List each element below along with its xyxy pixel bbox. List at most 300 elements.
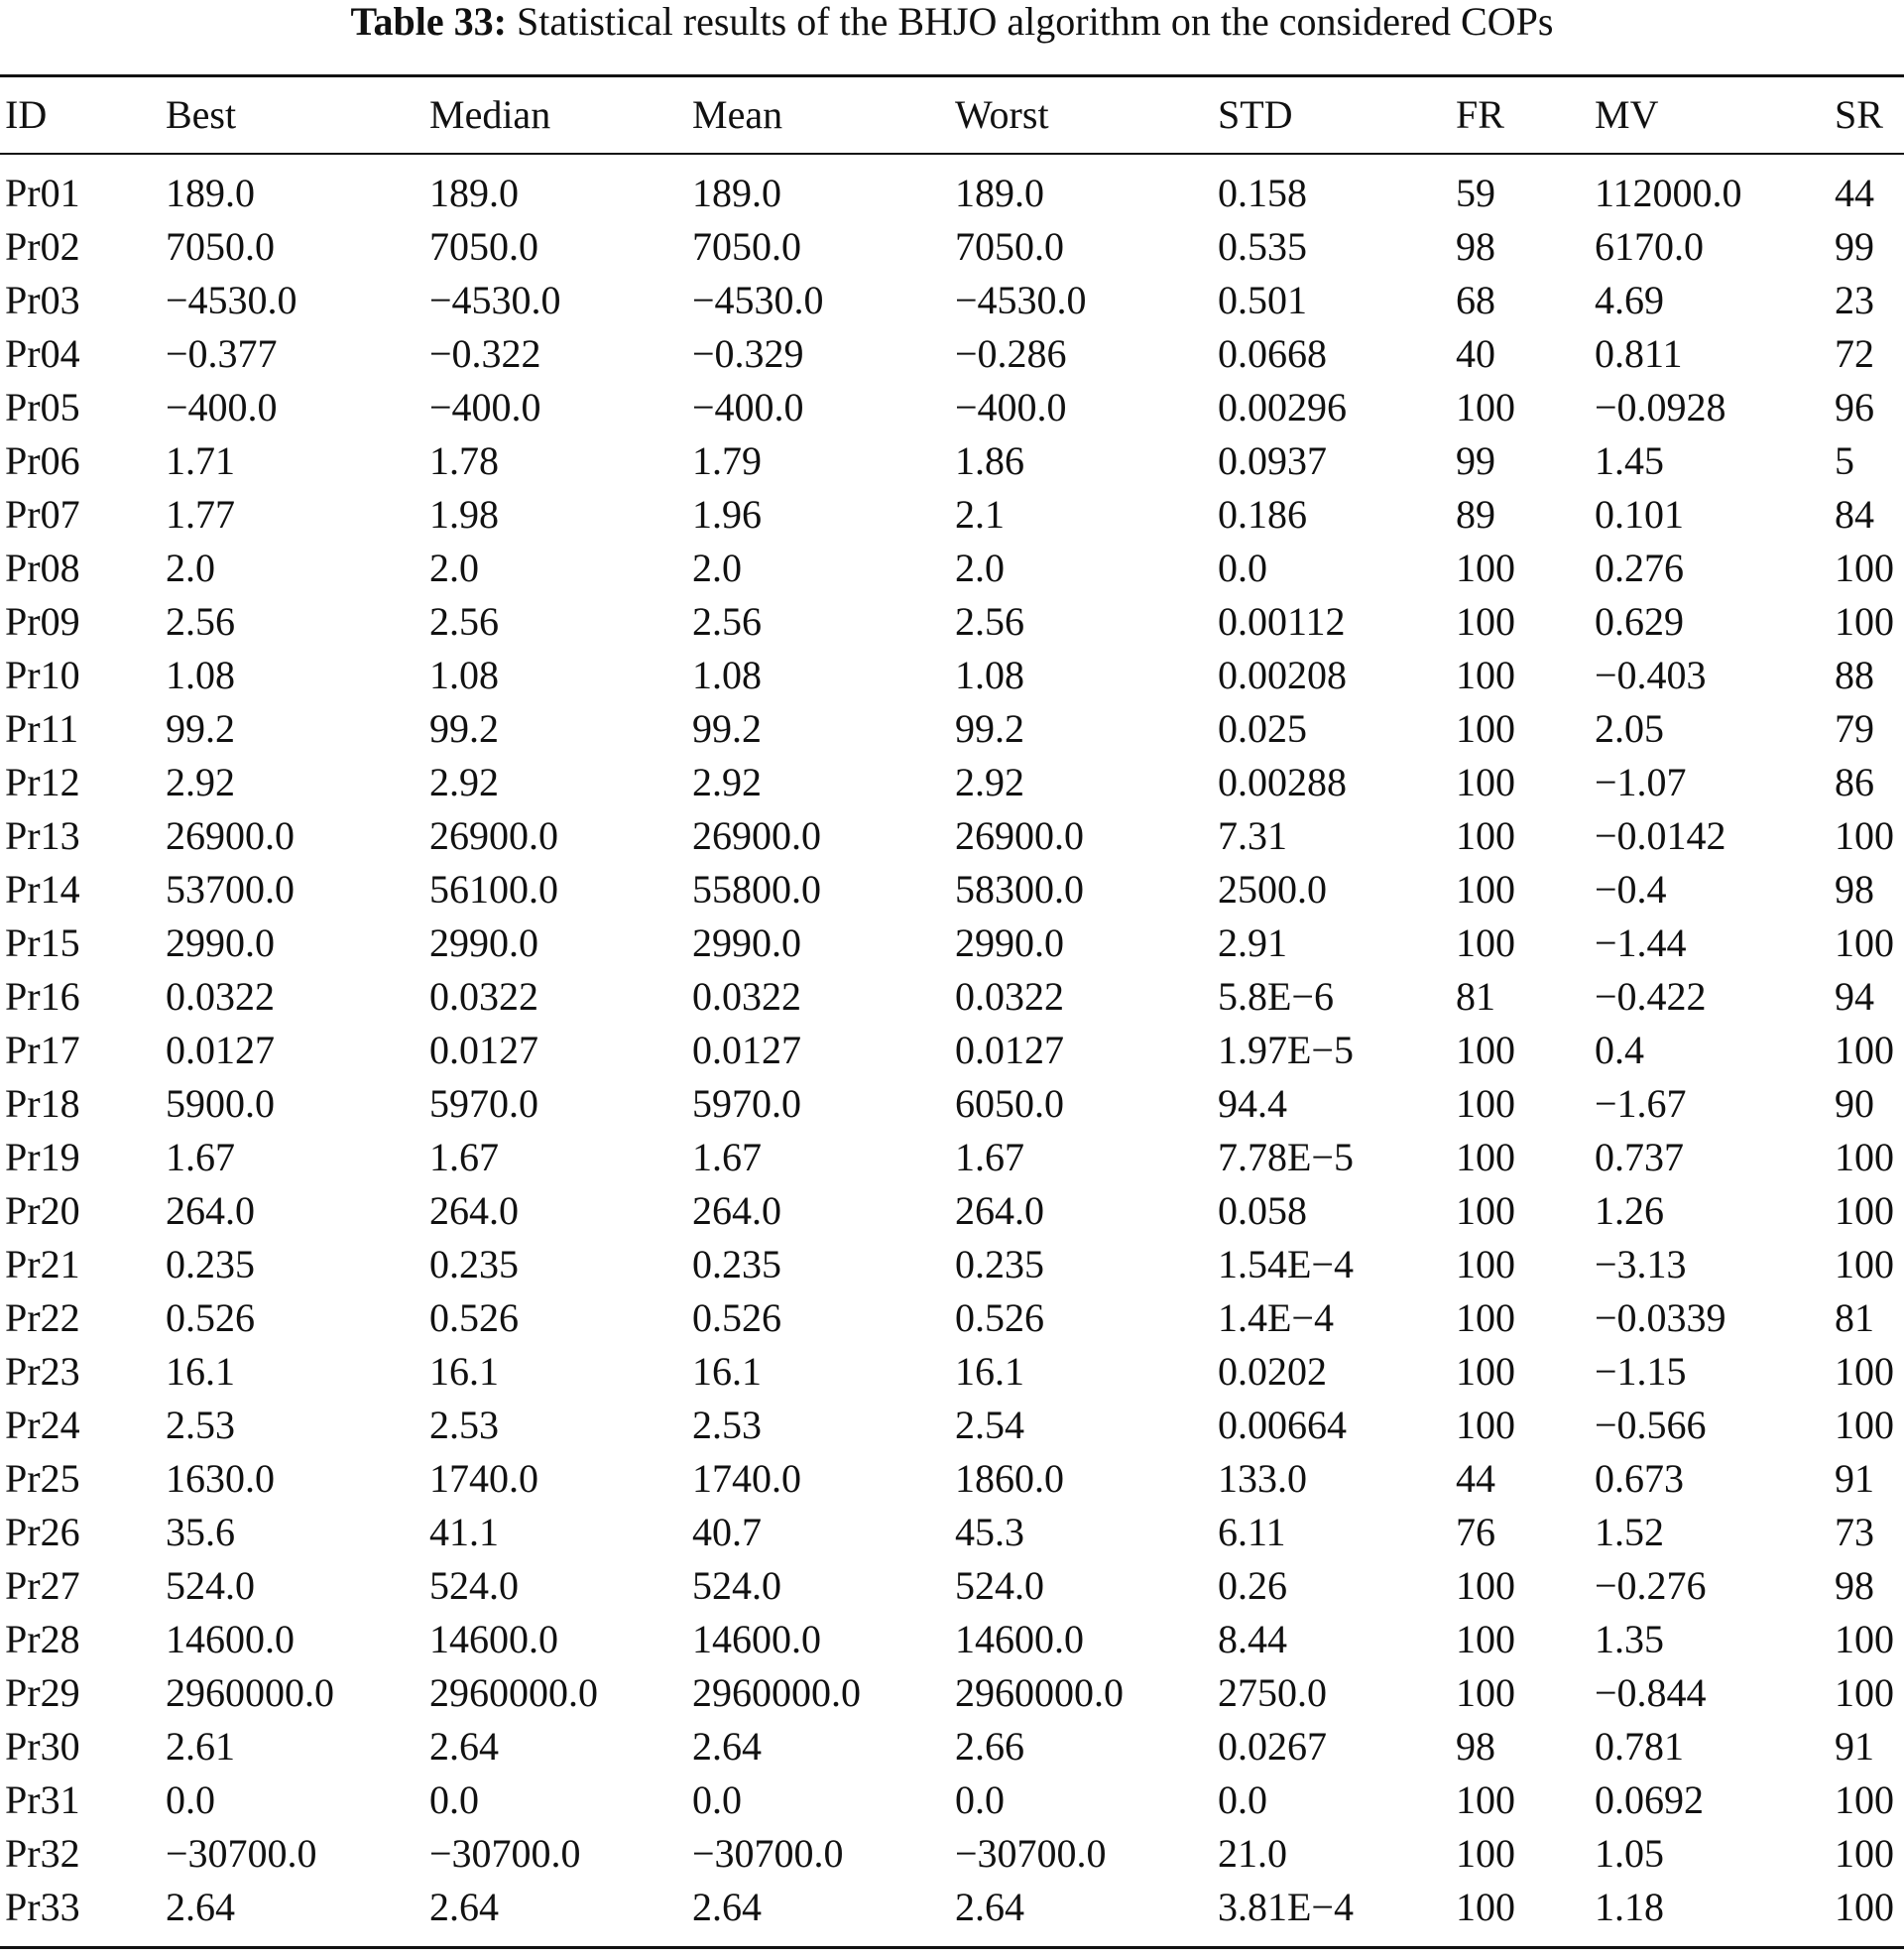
table-row bbox=[0, 595, 1904, 649]
cell-worst: 0.0127 bbox=[955, 1028, 1064, 1072]
cell-mean: 0.0 bbox=[692, 1777, 742, 1822]
cell-best: 1.71 bbox=[166, 438, 235, 483]
cell-fr: 100 bbox=[1456, 1188, 1515, 1233]
cell-best: 2.92 bbox=[166, 760, 235, 804]
cell-mean: 2.64 bbox=[692, 1885, 762, 1929]
cell-median: 1.98 bbox=[429, 492, 499, 537]
cell-worst: 6050.0 bbox=[955, 1081, 1064, 1126]
cell-median: 1.67 bbox=[429, 1135, 499, 1179]
cell-mean: 1740.0 bbox=[692, 1456, 801, 1501]
cell-median: 0.235 bbox=[429, 1242, 519, 1286]
header-mean: Mean bbox=[692, 92, 783, 137]
cell-median: 0.526 bbox=[429, 1295, 519, 1340]
cell-mv: 6170.0 bbox=[1595, 224, 1704, 269]
cell-median: 0.0 bbox=[429, 1777, 479, 1822]
cell-best: 189.0 bbox=[166, 171, 255, 215]
cell-sr: 100 bbox=[1835, 1242, 1894, 1286]
cell-fr: 100 bbox=[1456, 1028, 1515, 1072]
cell-mv: 1.05 bbox=[1595, 1831, 1664, 1876]
cell-sr: 90 bbox=[1835, 1081, 1874, 1126]
table-row bbox=[0, 649, 1904, 702]
cell-best: 0.235 bbox=[166, 1242, 255, 1286]
cell-std: 0.00112 bbox=[1218, 599, 1346, 644]
cell-id: Pr07 bbox=[5, 492, 80, 537]
cell-mv: −3.13 bbox=[1595, 1242, 1687, 1286]
cell-best: 99.2 bbox=[166, 706, 235, 751]
table-row bbox=[0, 1291, 1904, 1345]
cell-best: 0.0322 bbox=[166, 974, 275, 1019]
cell-median: 2960000.0 bbox=[429, 1670, 598, 1715]
table-row bbox=[0, 1452, 1904, 1506]
header-worst: Worst bbox=[955, 92, 1049, 137]
table-caption bbox=[0, 0, 1904, 56]
cell-mv: −1.15 bbox=[1595, 1349, 1687, 1394]
cell-mv: −0.4 bbox=[1595, 867, 1667, 912]
cell-median: 99.2 bbox=[429, 706, 499, 751]
cell-worst: 14600.0 bbox=[955, 1617, 1084, 1661]
header-median: Median bbox=[429, 92, 551, 137]
table-body bbox=[0, 167, 1904, 1934]
cell-mean: 2.53 bbox=[692, 1403, 762, 1447]
cell-sr: 100 bbox=[1835, 1670, 1894, 1715]
cell-id: Pr29 bbox=[5, 1670, 80, 1715]
cell-mv: −0.276 bbox=[1595, 1563, 1707, 1608]
cell-median: 16.1 bbox=[429, 1349, 499, 1394]
cell-median: 2.64 bbox=[429, 1885, 499, 1929]
cell-id: Pr15 bbox=[5, 920, 80, 965]
table-row bbox=[0, 1613, 1904, 1666]
cell-mv: 0.737 bbox=[1595, 1135, 1684, 1179]
caption-label: Table 33: bbox=[350, 0, 507, 44]
cell-best: 264.0 bbox=[166, 1188, 255, 1233]
cell-sr: 86 bbox=[1835, 760, 1874, 804]
cell-fr: 100 bbox=[1456, 1081, 1515, 1126]
cell-mean: −30700.0 bbox=[692, 1831, 844, 1876]
cell-best: 0.0 bbox=[166, 1777, 215, 1822]
cell-worst: 2.64 bbox=[955, 1885, 1024, 1929]
cell-mean: 1.79 bbox=[692, 438, 762, 483]
cell-id: Pr26 bbox=[5, 1510, 80, 1554]
table-row bbox=[0, 1881, 1904, 1934]
table-row bbox=[0, 917, 1904, 970]
cell-fr: 100 bbox=[1456, 1885, 1515, 1929]
cell-best: −30700.0 bbox=[166, 1831, 317, 1876]
cell-mv: 1.18 bbox=[1595, 1885, 1664, 1929]
cell-std: 0.0937 bbox=[1218, 438, 1327, 483]
table-row bbox=[0, 970, 1904, 1024]
cell-median: 524.0 bbox=[429, 1563, 519, 1608]
cell-sr: 100 bbox=[1835, 1831, 1894, 1876]
cell-median: 0.0322 bbox=[429, 974, 538, 1019]
header-row bbox=[0, 77, 1904, 153]
cell-mean: 1.67 bbox=[692, 1135, 762, 1179]
cell-mv: 1.26 bbox=[1595, 1188, 1664, 1233]
table-row bbox=[0, 809, 1904, 863]
cell-best: 2.64 bbox=[166, 1885, 235, 1929]
cell-best: 2.61 bbox=[166, 1724, 235, 1769]
cell-worst: 2.66 bbox=[955, 1724, 1024, 1769]
cell-best: 2.53 bbox=[166, 1403, 235, 1447]
cell-fr: 100 bbox=[1456, 867, 1515, 912]
cell-std: 7.31 bbox=[1218, 813, 1287, 858]
table-row bbox=[0, 1024, 1904, 1077]
cell-id: Pr18 bbox=[5, 1081, 80, 1126]
cell-worst: 1860.0 bbox=[955, 1456, 1064, 1501]
cell-mean: 5970.0 bbox=[692, 1081, 801, 1126]
cell-id: Pr09 bbox=[5, 599, 80, 644]
cell-best: 1630.0 bbox=[166, 1456, 275, 1501]
cell-std: 94.4 bbox=[1218, 1081, 1287, 1126]
cell-std: 0.0267 bbox=[1218, 1724, 1327, 1769]
cell-median: 2.53 bbox=[429, 1403, 499, 1447]
cell-id: Pr06 bbox=[5, 438, 80, 483]
cell-sr: 91 bbox=[1835, 1724, 1874, 1769]
cell-fr: 100 bbox=[1456, 1831, 1515, 1876]
cell-mean: 7050.0 bbox=[692, 224, 801, 269]
cell-std: 0.00664 bbox=[1218, 1403, 1347, 1447]
cell-median: 1.08 bbox=[429, 653, 499, 697]
cell-sr: 100 bbox=[1835, 813, 1894, 858]
cell-mean: 2960000.0 bbox=[692, 1670, 861, 1715]
cell-mv: 0.276 bbox=[1595, 546, 1684, 590]
cell-mean: 0.0322 bbox=[692, 974, 801, 1019]
cell-sr: 72 bbox=[1835, 331, 1874, 376]
cell-mean: −0.329 bbox=[692, 331, 804, 376]
cell-mean: 26900.0 bbox=[692, 813, 821, 858]
cell-std: 0.00296 bbox=[1218, 385, 1347, 429]
cell-mean: 2.0 bbox=[692, 546, 742, 590]
cell-median: 2.0 bbox=[429, 546, 479, 590]
cell-sr: 100 bbox=[1835, 1885, 1894, 1929]
cell-median: −400.0 bbox=[429, 385, 541, 429]
cell-std: 0.00208 bbox=[1218, 653, 1347, 697]
cell-worst: 2.56 bbox=[955, 599, 1024, 644]
cell-worst: 189.0 bbox=[955, 171, 1044, 215]
cell-mean: 2.92 bbox=[692, 760, 762, 804]
cell-fr: 44 bbox=[1456, 1456, 1495, 1501]
cell-mean: −400.0 bbox=[692, 385, 804, 429]
table-row bbox=[0, 167, 1904, 220]
cell-fr: 100 bbox=[1456, 760, 1515, 804]
cell-std: 0.158 bbox=[1218, 171, 1307, 215]
cell-sr: 100 bbox=[1835, 599, 1894, 644]
cell-sr: 100 bbox=[1835, 1135, 1894, 1179]
cell-sr: 100 bbox=[1835, 1617, 1894, 1661]
cell-worst: 2.54 bbox=[955, 1403, 1024, 1447]
cell-sr: 88 bbox=[1835, 653, 1874, 697]
cell-std: 0.0202 bbox=[1218, 1349, 1327, 1394]
cell-best: 1.67 bbox=[166, 1135, 235, 1179]
cell-best: 2990.0 bbox=[166, 920, 275, 965]
cell-std: 2.91 bbox=[1218, 920, 1287, 965]
cell-worst: −30700.0 bbox=[955, 1831, 1107, 1876]
cell-median: 2990.0 bbox=[429, 920, 538, 965]
cell-worst: 524.0 bbox=[955, 1563, 1044, 1608]
cell-id: Pr16 bbox=[5, 974, 80, 1019]
cell-median: 2.56 bbox=[429, 599, 499, 644]
cell-best: 16.1 bbox=[166, 1349, 235, 1394]
cell-fr: 100 bbox=[1456, 1777, 1515, 1822]
cell-mv: −0.0339 bbox=[1595, 1295, 1726, 1340]
cell-std: 1.4E−4 bbox=[1218, 1295, 1334, 1340]
cell-fr: 100 bbox=[1456, 653, 1515, 697]
cell-sr: 98 bbox=[1835, 867, 1874, 912]
cell-sr: 79 bbox=[1835, 706, 1874, 751]
cell-mean: 264.0 bbox=[692, 1188, 781, 1233]
cell-mv: 0.781 bbox=[1595, 1724, 1684, 1769]
cell-best: 524.0 bbox=[166, 1563, 255, 1608]
cell-best: 26900.0 bbox=[166, 813, 295, 858]
cell-id: Pr10 bbox=[5, 653, 80, 697]
cell-worst: 16.1 bbox=[955, 1349, 1024, 1394]
header-sr: SR bbox=[1835, 92, 1883, 137]
cell-median: 41.1 bbox=[429, 1510, 499, 1554]
cell-mv: −0.422 bbox=[1595, 974, 1707, 1019]
cell-mean: 189.0 bbox=[692, 171, 781, 215]
cell-best: 0.0127 bbox=[166, 1028, 275, 1072]
cell-fr: 100 bbox=[1456, 599, 1515, 644]
cell-worst: 45.3 bbox=[955, 1510, 1024, 1554]
cell-fr: 98 bbox=[1456, 1724, 1495, 1769]
cell-mean: 0.235 bbox=[692, 1242, 781, 1286]
table-row bbox=[0, 220, 1904, 274]
table-row bbox=[0, 1238, 1904, 1291]
cell-mv: −1.67 bbox=[1595, 1081, 1687, 1126]
cell-id: Pr14 bbox=[5, 867, 80, 912]
table-row bbox=[0, 1184, 1904, 1238]
cell-median: 2.64 bbox=[429, 1724, 499, 1769]
cell-std: 1.54E−4 bbox=[1218, 1242, 1354, 1286]
cell-best: 0.526 bbox=[166, 1295, 255, 1340]
cell-fr: 100 bbox=[1456, 1403, 1515, 1447]
cell-id: Pr22 bbox=[5, 1295, 80, 1340]
cell-mean: 2990.0 bbox=[692, 920, 801, 965]
cell-best: −400.0 bbox=[166, 385, 278, 429]
cell-sr: 91 bbox=[1835, 1456, 1874, 1501]
cell-median: 56100.0 bbox=[429, 867, 558, 912]
cell-sr: 100 bbox=[1835, 546, 1894, 590]
cell-std: 7.78E−5 bbox=[1218, 1135, 1354, 1179]
cell-worst: 1.08 bbox=[955, 653, 1024, 697]
cell-mean: 1.08 bbox=[692, 653, 762, 697]
table-row bbox=[0, 756, 1904, 809]
cell-id: Pr03 bbox=[5, 278, 80, 322]
cell-best: 2.56 bbox=[166, 599, 235, 644]
cell-median: 5970.0 bbox=[429, 1081, 538, 1126]
cell-std: 0.00288 bbox=[1218, 760, 1347, 804]
cell-mean: 1.96 bbox=[692, 492, 762, 537]
cell-mv: 2.05 bbox=[1595, 706, 1664, 751]
cell-fr: 100 bbox=[1456, 1670, 1515, 1715]
table-row bbox=[0, 1559, 1904, 1613]
cell-fr: 100 bbox=[1456, 1563, 1515, 1608]
cell-mv: 0.101 bbox=[1595, 492, 1684, 537]
cell-id: Pr23 bbox=[5, 1349, 80, 1394]
cell-worst: 0.235 bbox=[955, 1242, 1044, 1286]
cell-mean: 0.526 bbox=[692, 1295, 781, 1340]
cell-worst: 264.0 bbox=[955, 1188, 1044, 1233]
cell-worst: 2990.0 bbox=[955, 920, 1064, 965]
cell-sr: 44 bbox=[1835, 171, 1874, 215]
cell-mv: 1.35 bbox=[1595, 1617, 1664, 1661]
cell-median: 14600.0 bbox=[429, 1617, 558, 1661]
cell-mv: −1.07 bbox=[1595, 760, 1687, 804]
cell-fr: 99 bbox=[1456, 438, 1495, 483]
cell-mv: 1.52 bbox=[1595, 1510, 1664, 1554]
cell-mean: 14600.0 bbox=[692, 1617, 821, 1661]
cell-mean: 40.7 bbox=[692, 1510, 762, 1554]
cell-median: −4530.0 bbox=[429, 278, 561, 322]
table-row bbox=[0, 1399, 1904, 1452]
cell-fr: 76 bbox=[1456, 1510, 1495, 1554]
table-row bbox=[0, 327, 1904, 381]
table-row bbox=[0, 1827, 1904, 1881]
header-id: ID bbox=[5, 92, 48, 137]
table-row bbox=[0, 1131, 1904, 1184]
cell-mv: 112000.0 bbox=[1595, 171, 1742, 215]
cell-sr: 100 bbox=[1835, 920, 1894, 965]
header-best: Best bbox=[166, 92, 237, 137]
cell-id: Pr02 bbox=[5, 224, 80, 269]
cell-id: Pr28 bbox=[5, 1617, 80, 1661]
cell-sr: 96 bbox=[1835, 385, 1874, 429]
cell-worst: 2.0 bbox=[955, 546, 1005, 590]
cell-std: 0.535 bbox=[1218, 224, 1307, 269]
table-row bbox=[0, 702, 1904, 756]
statistics-table bbox=[0, 77, 1904, 1934]
cell-mean: 524.0 bbox=[692, 1563, 781, 1608]
table-row bbox=[0, 1506, 1904, 1559]
cell-median: 189.0 bbox=[429, 171, 519, 215]
cell-id: Pr25 bbox=[5, 1456, 80, 1501]
cell-mv: 0.0692 bbox=[1595, 1777, 1704, 1822]
cell-worst: 2.1 bbox=[955, 492, 1005, 537]
cell-fr: 100 bbox=[1456, 813, 1515, 858]
cell-sr: 73 bbox=[1835, 1510, 1874, 1554]
cell-worst: 7050.0 bbox=[955, 224, 1064, 269]
cell-mv: −0.844 bbox=[1595, 1670, 1707, 1715]
cell-id: Pr24 bbox=[5, 1403, 80, 1447]
cell-mv: 4.69 bbox=[1595, 278, 1664, 322]
cell-mean: 2.64 bbox=[692, 1724, 762, 1769]
cell-worst: 26900.0 bbox=[955, 813, 1084, 858]
cell-fr: 59 bbox=[1456, 171, 1495, 215]
cell-id: Pr31 bbox=[5, 1777, 80, 1822]
table-row bbox=[0, 1774, 1904, 1827]
cell-std: 8.44 bbox=[1218, 1617, 1287, 1661]
cell-best: −0.377 bbox=[166, 331, 278, 376]
cell-mv: −0.403 bbox=[1595, 653, 1707, 697]
header-fr: FR bbox=[1456, 92, 1504, 137]
cell-worst: −4530.0 bbox=[955, 278, 1087, 322]
cell-median: −30700.0 bbox=[429, 1831, 581, 1876]
cell-fr: 100 bbox=[1456, 1349, 1515, 1394]
cell-worst: 0.526 bbox=[955, 1295, 1044, 1340]
cell-best: −4530.0 bbox=[166, 278, 298, 322]
header-std: STD bbox=[1218, 92, 1293, 137]
table-row bbox=[0, 274, 1904, 327]
cell-median: 2.92 bbox=[429, 760, 499, 804]
cell-worst: 2.92 bbox=[955, 760, 1024, 804]
cell-mean: −4530.0 bbox=[692, 278, 824, 322]
header-mv: MV bbox=[1595, 92, 1659, 137]
cell-id: Pr33 bbox=[5, 1885, 80, 1929]
cell-std: 0.26 bbox=[1218, 1563, 1287, 1608]
cell-best: 53700.0 bbox=[166, 867, 295, 912]
cell-std: 6.11 bbox=[1218, 1510, 1286, 1554]
cell-std: 2500.0 bbox=[1218, 867, 1327, 912]
cell-median: 264.0 bbox=[429, 1188, 519, 1233]
table-row bbox=[0, 1666, 1904, 1720]
cell-worst: 2960000.0 bbox=[955, 1670, 1124, 1715]
cell-id: Pr27 bbox=[5, 1563, 80, 1608]
cell-std: 1.97E−5 bbox=[1218, 1028, 1354, 1072]
cell-fr: 98 bbox=[1456, 224, 1495, 269]
cell-std: 0.058 bbox=[1218, 1188, 1307, 1233]
cell-best: 35.6 bbox=[166, 1510, 235, 1554]
cell-median: −0.322 bbox=[429, 331, 541, 376]
cell-sr: 100 bbox=[1835, 1403, 1894, 1447]
cell-median: 7050.0 bbox=[429, 224, 538, 269]
cell-mv: 0.673 bbox=[1595, 1456, 1684, 1501]
bottom-rule bbox=[0, 1946, 1904, 1949]
cell-sr: 100 bbox=[1835, 1349, 1894, 1394]
cell-mv: −0.0928 bbox=[1595, 385, 1726, 429]
cell-mv: 1.45 bbox=[1595, 438, 1664, 483]
cell-sr: 98 bbox=[1835, 1563, 1874, 1608]
cell-worst: 0.0 bbox=[955, 1777, 1005, 1822]
cell-mean: 55800.0 bbox=[692, 867, 821, 912]
cell-id: Pr13 bbox=[5, 813, 80, 858]
cell-fr: 100 bbox=[1456, 1295, 1515, 1340]
cell-sr: 23 bbox=[1835, 278, 1874, 322]
cell-sr: 99 bbox=[1835, 224, 1874, 269]
cell-worst: −0.286 bbox=[955, 331, 1067, 376]
cell-id: Pr20 bbox=[5, 1188, 80, 1233]
table-row bbox=[0, 1077, 1904, 1131]
table-row bbox=[0, 863, 1904, 917]
cell-std: 3.81E−4 bbox=[1218, 1885, 1354, 1929]
cell-sr: 100 bbox=[1835, 1028, 1894, 1072]
cell-std: 133.0 bbox=[1218, 1456, 1307, 1501]
cell-worst: 0.0322 bbox=[955, 974, 1064, 1019]
cell-id: Pr12 bbox=[5, 760, 80, 804]
cell-mean: 16.1 bbox=[692, 1349, 762, 1394]
cell-best: 1.77 bbox=[166, 492, 235, 537]
cell-best: 2960000.0 bbox=[166, 1670, 334, 1715]
cell-fr: 100 bbox=[1456, 1242, 1515, 1286]
cell-std: 0.186 bbox=[1218, 492, 1307, 537]
cell-worst: 1.67 bbox=[955, 1135, 1024, 1179]
cell-id: Pr04 bbox=[5, 331, 80, 376]
table-row bbox=[0, 1345, 1904, 1399]
cell-mv: −0.566 bbox=[1595, 1403, 1707, 1447]
cell-median: 1740.0 bbox=[429, 1456, 538, 1501]
cell-id: Pr11 bbox=[5, 706, 79, 751]
cell-fr: 100 bbox=[1456, 546, 1515, 590]
cell-mv: −0.0142 bbox=[1595, 813, 1726, 858]
cell-id: Pr30 bbox=[5, 1724, 80, 1769]
cell-median: 26900.0 bbox=[429, 813, 558, 858]
cell-std: 0.0 bbox=[1218, 1777, 1267, 1822]
cell-sr: 94 bbox=[1835, 974, 1874, 1019]
cell-worst: 1.86 bbox=[955, 438, 1024, 483]
cell-std: 0.0 bbox=[1218, 546, 1267, 590]
cell-worst: −400.0 bbox=[955, 385, 1067, 429]
cell-mv: −1.44 bbox=[1595, 920, 1687, 965]
cell-fr: 100 bbox=[1456, 1135, 1515, 1179]
cell-std: 5.8E−6 bbox=[1218, 974, 1334, 1019]
